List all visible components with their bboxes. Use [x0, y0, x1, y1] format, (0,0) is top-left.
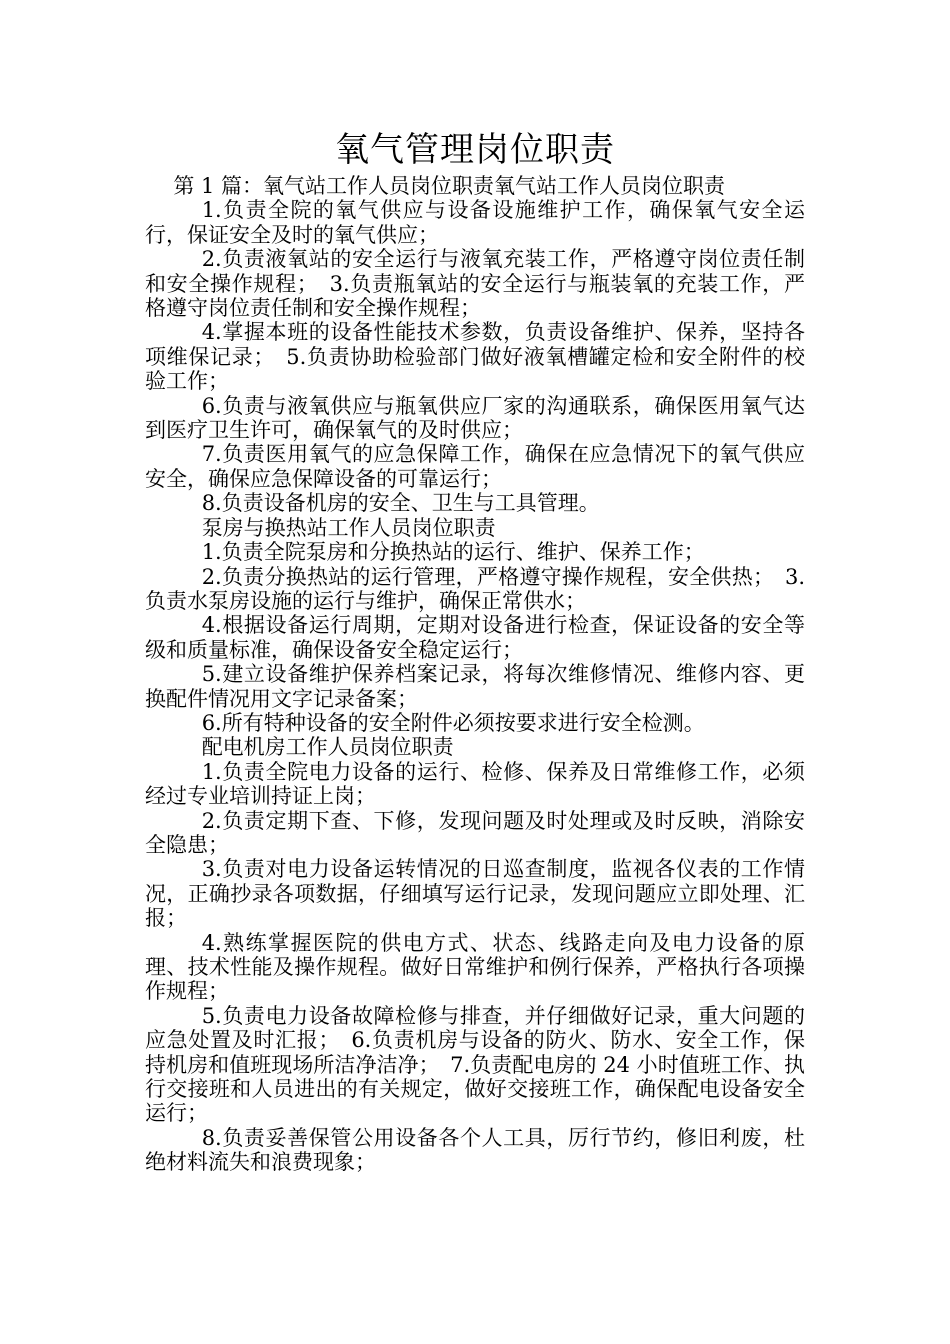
paragraph: 1.负责全院电力设备的运行、检修、保养及日常维修工作，必须经过专业培训持证上岗；	[145, 759, 805, 809]
paragraph: 4.掌握本班的设备性能技术参数，负责设备维护、保养，坚持各项维保记录； 5.负责协助检验部门做好液氧槽罐定检和安全附件的校验工作；	[145, 320, 805, 394]
paragraph: 2.负责定期下查、下修，发现问题及时处理或及时反映，消除安全隐患；	[145, 808, 805, 857]
section-heading-2: 泵房与换热站工作人员岗位职责	[201, 515, 496, 540]
paragraph: 8.负责设备机房的安全、卫生与工具管理。	[201, 491, 600, 516]
section-heading-3: 配电机房工作人员岗位职责	[201, 735, 454, 760]
paragraph: 1.负责全院的氧气供应与设备设施维护工作，确保氧气安全运行，保证安全及时的氧气供应；	[145, 198, 805, 247]
paragraph: 8.负责妥善保管公用设备各个人工具，厉行节约，修旧利废，杜绝材料流失和浪费现象；	[145, 1125, 805, 1175]
paragraph: 4.熟练掌握医院的供电方式、状态、线路走向及电力设备的原理、技术性能及操作规程。做好日常维护和例行保养，严格执行各项操作规程；	[145, 930, 805, 1004]
document-body	[145, 128, 805, 1175]
paragraph: 3.负责对电力设备运转情况的日巡查制度，监视各仪表的工作情况，正确抄录各项数据，仔细填写运行记录，发现问题应立即处理、汇报；	[145, 857, 805, 931]
section-heading-1: 第 1 篇：氧气站工作人员岗位职责氧气站工作人员岗位职责	[173, 174, 726, 198]
document-title: 氧气管理岗位职责	[335, 130, 615, 170]
paragraph: 6.负责与液氧供应与瓶氧供应厂家的沟通联系，确保医用氧气达到医疗卫生许可，确保氧气的及时供应；	[145, 393, 805, 443]
paragraph: 5.建立设备维护保养档案记录，将每次维修情况、维修内容、更换配件情况用文字记录备案；	[145, 662, 805, 711]
paragraph: 1.负责全院泵房和分换热站的运行、维护、保养工作；	[201, 540, 705, 565]
paragraph: 6.所有特种设备的安全附件必须按要求进行安全检测。	[201, 710, 705, 735]
paragraph: 5.负责电力设备故障检修与排查，并仔细做好记录，重大问题的应急处置及时汇报； 6.负责机房与设备的防火、防水、安全工作，保持机房和值班现场所洁净洁净； 7.负责配电房的 24 小时值班工作、执行交接班和人员进出的有关规定，做好交接班工作，确保配电设备安全运行；	[145, 1003, 805, 1126]
paragraph: 2.负责液氧站的安全运行与液氧充装工作，严格遵守岗位责任制和安全操作规程； 3.负责瓶氧站的安全运行与瓶装氧的充装工作，严格遵守岗位责任制和安全操作规程；	[145, 247, 805, 321]
paragraph: 2.负责分换热站的运行管理，严格遵守操作规程，安全供热； 3.负责水泵房设施的运行与维护，确保正常供水；	[145, 564, 805, 613]
paragraph: 7.负责医用氧气的应急保障工作，确保在应急情况下的氧气供应安全，确保应急保障设备的可靠运行；	[145, 442, 805, 491]
paragraph: 4.根据设备运行周期，定期对设备进行检查，保证设备的安全等级和质量标准，确保设备安全稳定运行；	[145, 613, 805, 662]
